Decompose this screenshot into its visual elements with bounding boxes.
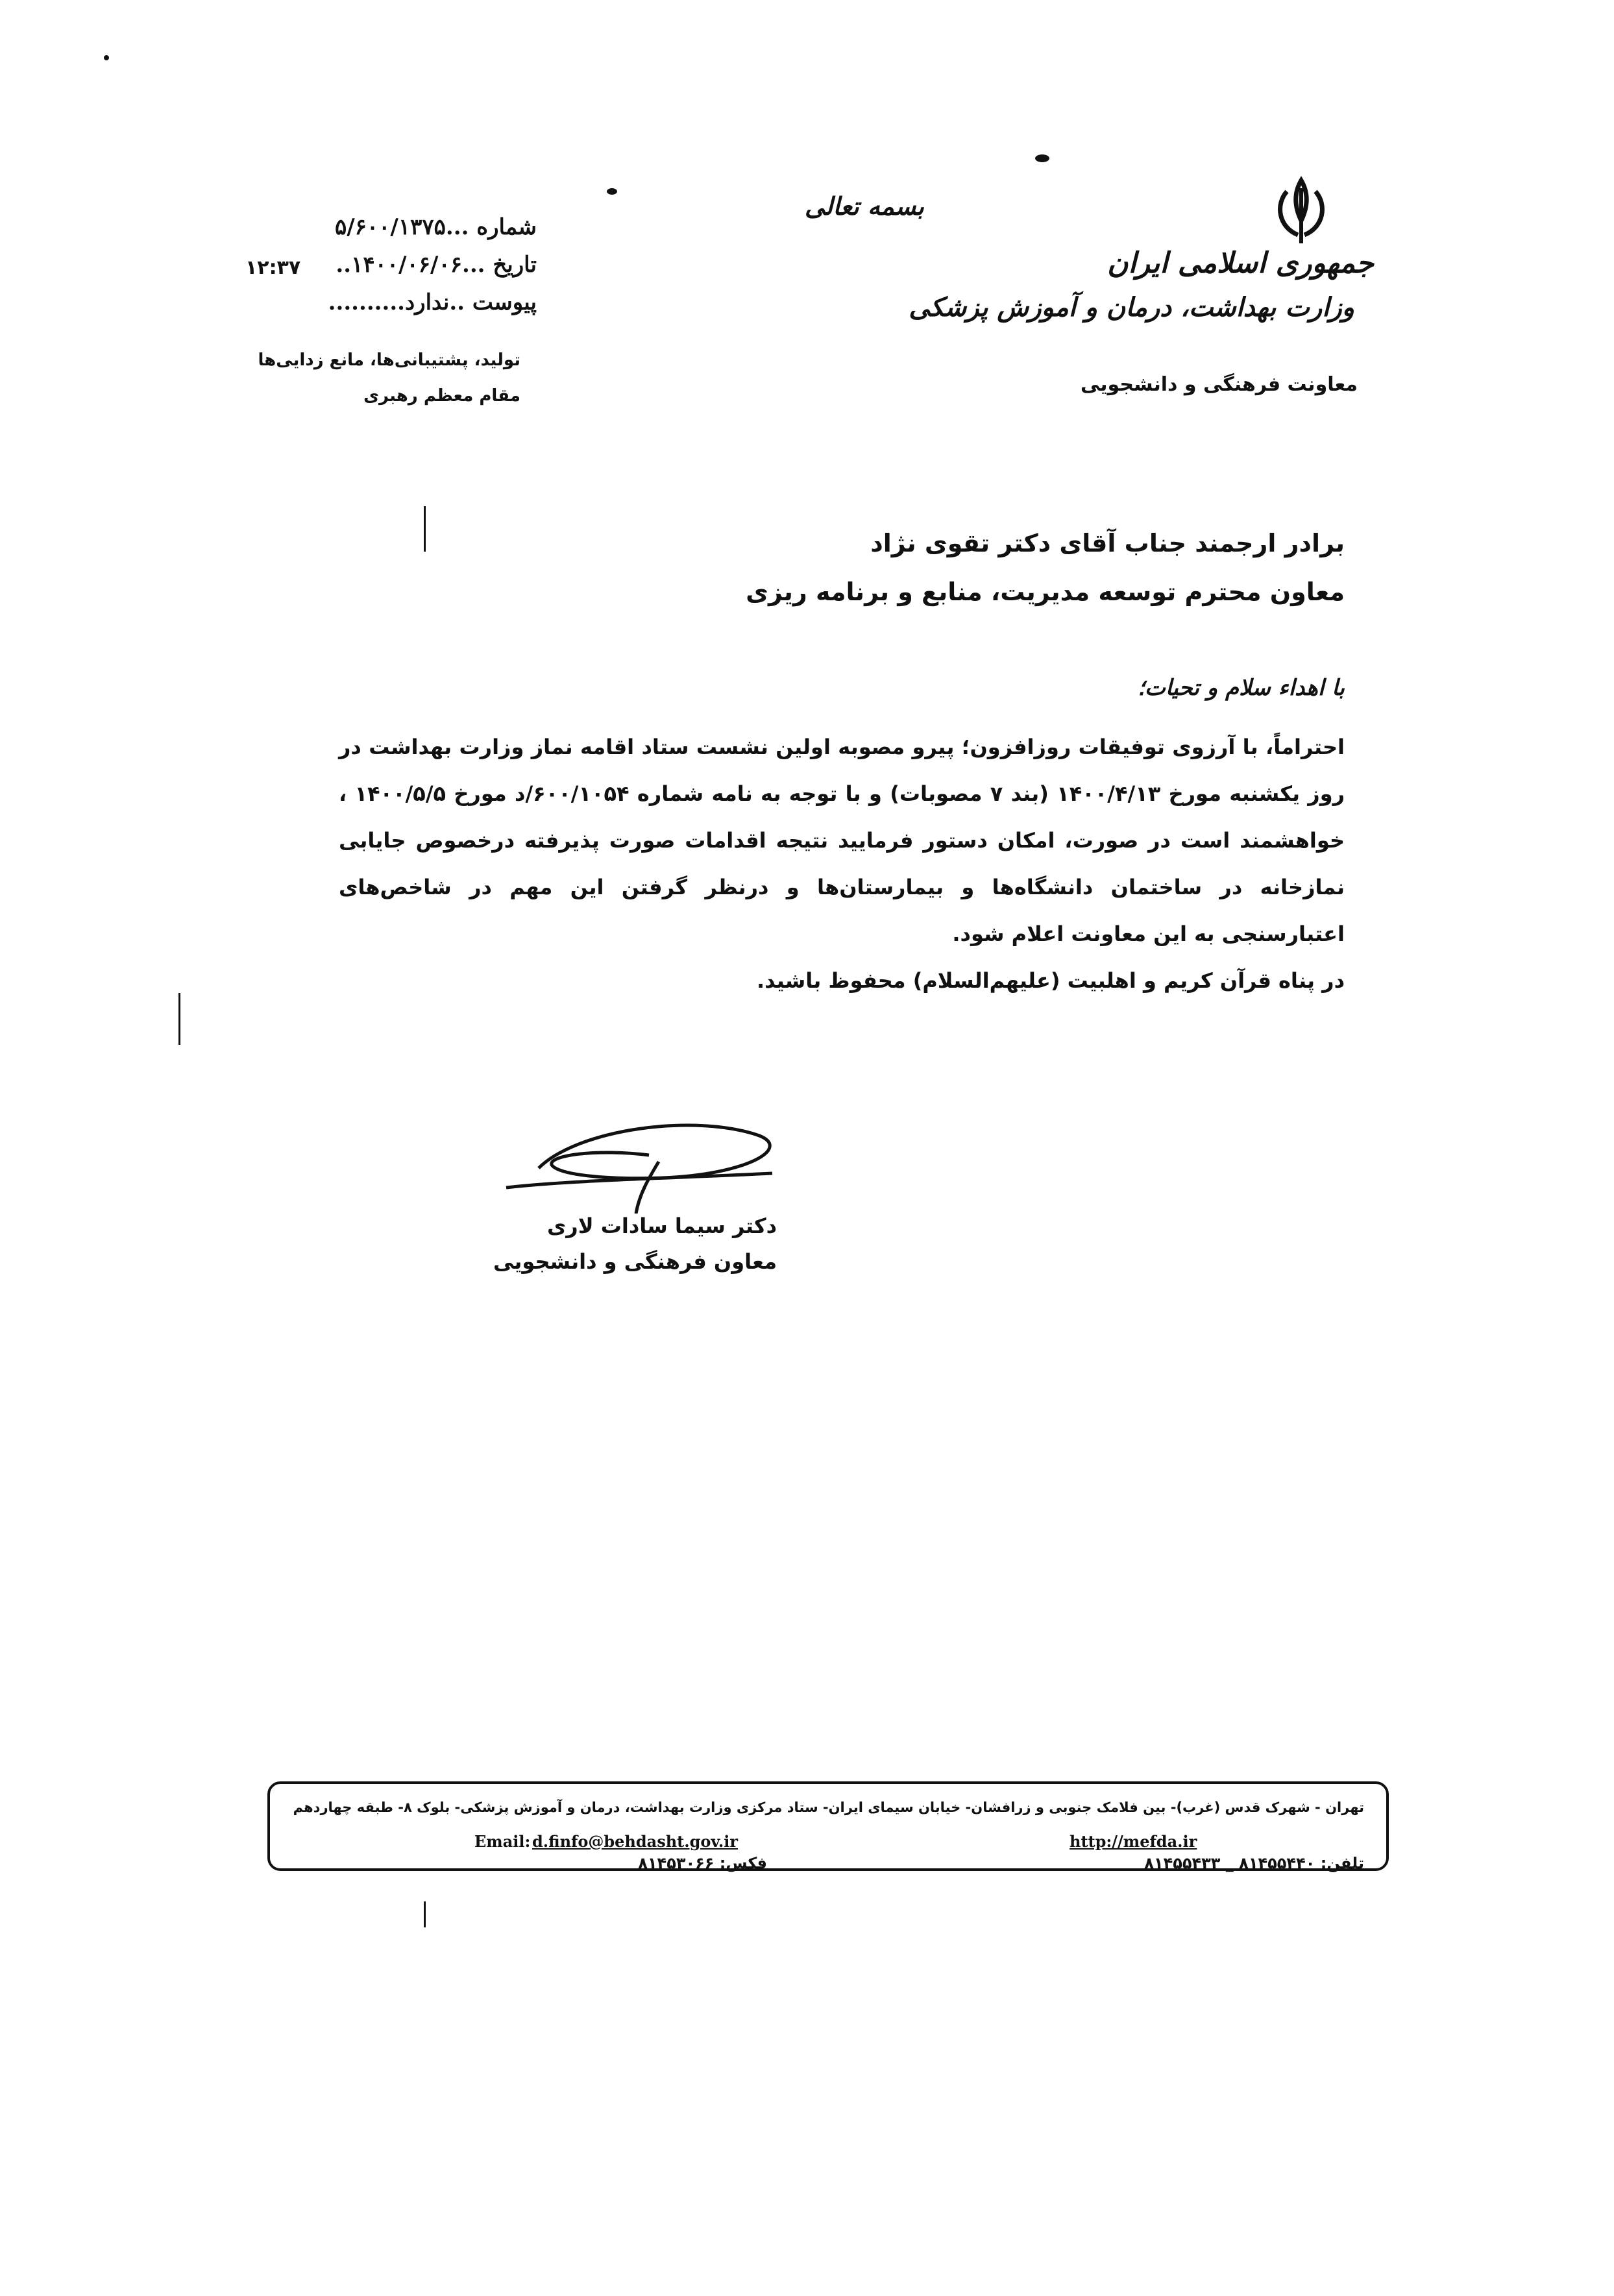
slogan-line: تولید، پشتیبانی‌ها، مانع زدایی‌ها <box>258 350 520 370</box>
closing-paragraph: در پناه قرآن کریم و اهلبیت (علیهم‌السلام) محفوظ باشید. <box>757 968 1345 993</box>
scan-speck <box>607 188 617 195</box>
scan-mark <box>424 506 426 552</box>
iran-emblem-icon <box>1269 175 1334 247</box>
letter-attachment: پیوست ..ندارد.......... <box>328 289 537 315</box>
deputy-header: معاونت فرهنگی و دانشجویی <box>1080 373 1358 396</box>
email-link[interactable]: d.finfo@behdasht.gov.ir <box>532 1832 739 1851</box>
slogan-attribution: مقام معظم رهبری <box>363 386 520 406</box>
scan-mark <box>424 1901 426 1927</box>
signature-image <box>500 1116 824 1214</box>
footer-phone: تلفن: ۸۱۴۵۵۴۴۰ _ ۸۱۴۵۵۴۳۳ <box>1144 1854 1364 1872</box>
letter-number: شماره ...۵/۶۰۰/۱۳۷۵ <box>334 214 537 240</box>
email-label: Email: <box>474 1832 531 1851</box>
body-paragraph: احتراماً، با آرزوی توفیقات روزافزون؛ پیرو مصوبه اولین نشست ستاد اقامه نماز وزارت بهداشت در روز یکشنبه مورخ ۱۴۰۰/۴/۱۳ (بند ۷ مصوبات) و با توجه به نامه شماره ۶۰۰/۱۰۵۴/د مورخ ۱۴۰۰/۵/۵ ، خواهشمند است در صورت، امکان دستور فرمایید نتیجه اقدامات صورت پذیرفته درخصوص جایابی نمازخانه در ساختمان دانشگاه‌ها و بیمارستان‌ها و درنظر گرفتن این مهم در شاخص‌های اعتبارسنجی به این معاونت اعلام شود. <box>339 735 1345 946</box>
scan-mark <box>178 993 180 1045</box>
invocation: بسمه تعالی <box>805 191 924 221</box>
scan-speck <box>104 55 109 60</box>
footer-fax: فکس: ۸۱۴۵۳۰۶۶ <box>638 1854 767 1872</box>
addressee-title: معاون محترم توسعه مدیریت، منابع و برنامه ریزی <box>746 578 1345 606</box>
republic-name: جمهوری اسلامی ایران <box>1107 247 1374 280</box>
letter-body <box>339 724 1345 1004</box>
greeting: با اهداء سلام و تحیات؛ <box>1138 675 1345 701</box>
letter-date: تاریخ ...۱۴۰۰/۰۶/۰۶.. <box>336 252 537 278</box>
scan-speck <box>1035 154 1049 162</box>
signer-title: معاون فرهنگی و دانشجویی <box>493 1249 777 1274</box>
addressee-name: برادر ارجمند جناب آقای دکتر تقوی نژاد <box>870 529 1345 557</box>
footer-address: تهران - شهرک قدس (غرب)- بین فلامک جنوبی و زرافشان- خیابان سیمای ایران- ستاد مرکزی وزارت بهداشت، درمان و آموزش پزشکی- بلوک ۸- طبقه چهاردهم <box>293 1800 1364 1815</box>
ministry-name: وزارت بهداشت، درمان و آموزش پزشکی <box>909 292 1354 323</box>
letter-time: ۱۲:۳۷ <box>245 256 301 279</box>
signer-name: دکتر سیما سادات لاری <box>546 1214 777 1238</box>
website-link[interactable]: http://mefda.ir <box>1070 1832 1197 1851</box>
